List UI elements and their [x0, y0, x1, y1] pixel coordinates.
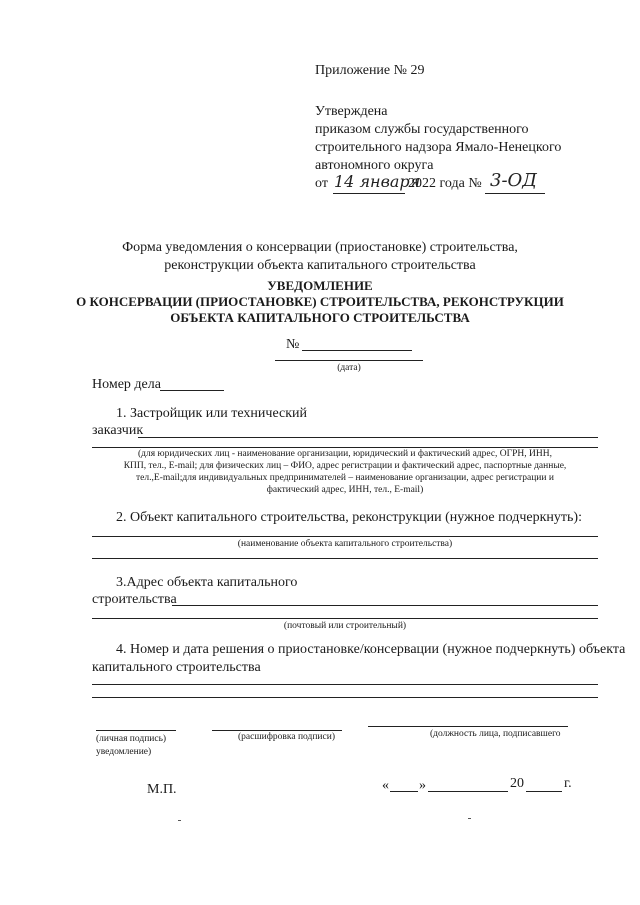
approved-label: Утверждена: [315, 104, 388, 119]
form-title-line-2: реконструкции объекта капитального строительства: [164, 258, 476, 273]
date-day-field[interactable]: [390, 791, 418, 792]
section4-decision-field-2[interactable]: [92, 697, 598, 698]
scan-speck: [468, 818, 471, 819]
section1-title-line-1: 1. Застройщик или технический: [116, 406, 308, 421]
notice-number-field[interactable]: [302, 350, 412, 351]
notice-heading-3: ОБЪЕКТА КАПИТАЛЬНОГО СТРОИТЕЛЬСТВА: [170, 310, 470, 325]
order-number-underline: [485, 193, 545, 194]
stamp-label: М.П.: [147, 782, 177, 797]
personal-signature-caption: (личная подпись): [96, 734, 167, 744]
date-year-field[interactable]: [526, 791, 562, 792]
date-year-prefix: 20: [510, 776, 524, 791]
personal-signature-caption-2: уведомление): [96, 747, 152, 757]
order-date-underline: [333, 193, 405, 194]
form-title-line-1: Форма уведомления о консервации (приостановке) строительства,: [122, 240, 518, 255]
section4-title-line-2: капитального строительства: [92, 660, 261, 675]
order-line-3: автономного округа: [315, 158, 434, 173]
section1-hint-line-1: (для юридических лиц - наименование организации, юридический и фактический адрес, ОГРН, ИНН,: [137, 449, 552, 459]
section2-object-field-2[interactable]: [92, 558, 598, 559]
order-date-prefix: от: [315, 176, 328, 191]
date-year-suffix: г.: [564, 776, 572, 791]
notice-heading-1: УВЕДОМЛЕНИЕ: [267, 278, 373, 293]
signature-decoding-caption: (расшифровка подписи): [238, 732, 335, 742]
order-line-1: приказом службы государственного: [315, 122, 529, 137]
section3-address-field[interactable]: [172, 605, 598, 606]
date-month-field[interactable]: [428, 791, 508, 792]
case-number-field[interactable]: [160, 390, 224, 391]
case-number-label: Номер дела: [92, 377, 161, 392]
date-quote-close: »: [419, 778, 426, 793]
signature-decoding-field[interactable]: [212, 730, 342, 731]
section1-title-line-2: заказчик: [92, 423, 144, 438]
section1-customer-field[interactable]: [138, 437, 598, 438]
notice-date-field[interactable]: [275, 360, 423, 361]
section1-hint-line-3: тел.,E-mail;для индивидуальных предпринимателей – наименование организации, адрес регистрации и: [136, 473, 554, 483]
section1-customer-field-2[interactable]: [92, 447, 598, 448]
scan-speck: [178, 820, 181, 821]
signer-position-field[interactable]: [368, 726, 568, 727]
signer-position-caption: (должность лица, подписавшего: [430, 729, 561, 739]
section3-address-field-2[interactable]: [92, 618, 598, 619]
section2-object-field[interactable]: [92, 536, 598, 537]
order-year-text: 2022 года №: [408, 176, 482, 191]
order-date-handwritten: 14 января: [334, 172, 421, 191]
section3-title-line-2: строительства: [92, 592, 177, 607]
appendix-number: Приложение № 29: [315, 63, 425, 78]
section1-hint-line-4: фактический адрес, ИНН, тел., E-mail): [266, 485, 424, 495]
section3-title-line-1: 3.Адрес объекта капитального: [116, 575, 298, 590]
section1-hint-line-2: КПП, тел., E-mail; для физических лиц – ФИО, адрес регистрации и фактический адрес, паспортные данные,: [123, 461, 567, 471]
order-number-handwritten: 3-ОД: [490, 170, 537, 191]
personal-signature-field[interactable]: [96, 730, 176, 731]
section2-title: 2. Объект капитального строительства, реконструкции (нужное подчеркнуть):: [116, 510, 582, 525]
notice-date-caption: (дата): [337, 363, 361, 373]
section3-hint: (почтовый или строительный): [283, 621, 407, 631]
order-line-2: строительного надзора Ямало-Ненецкого: [315, 140, 562, 155]
section2-hint: (наименование объекта капитального строительства): [237, 539, 453, 549]
section4-decision-field[interactable]: [92, 684, 598, 685]
notice-heading-2: О КОНСЕРВАЦИИ (ПРИОСТАНОВКЕ) СТРОИТЕЛЬСТВА, РЕКОНСТРУКЦИИ: [76, 294, 564, 309]
section4-title-line-1: 4. Номер и дата решения о приостановке/консервации (нужное подчеркнуть) объекта: [116, 642, 626, 657]
notice-number-label: №: [286, 337, 300, 352]
date-quote-open: «: [382, 778, 389, 793]
